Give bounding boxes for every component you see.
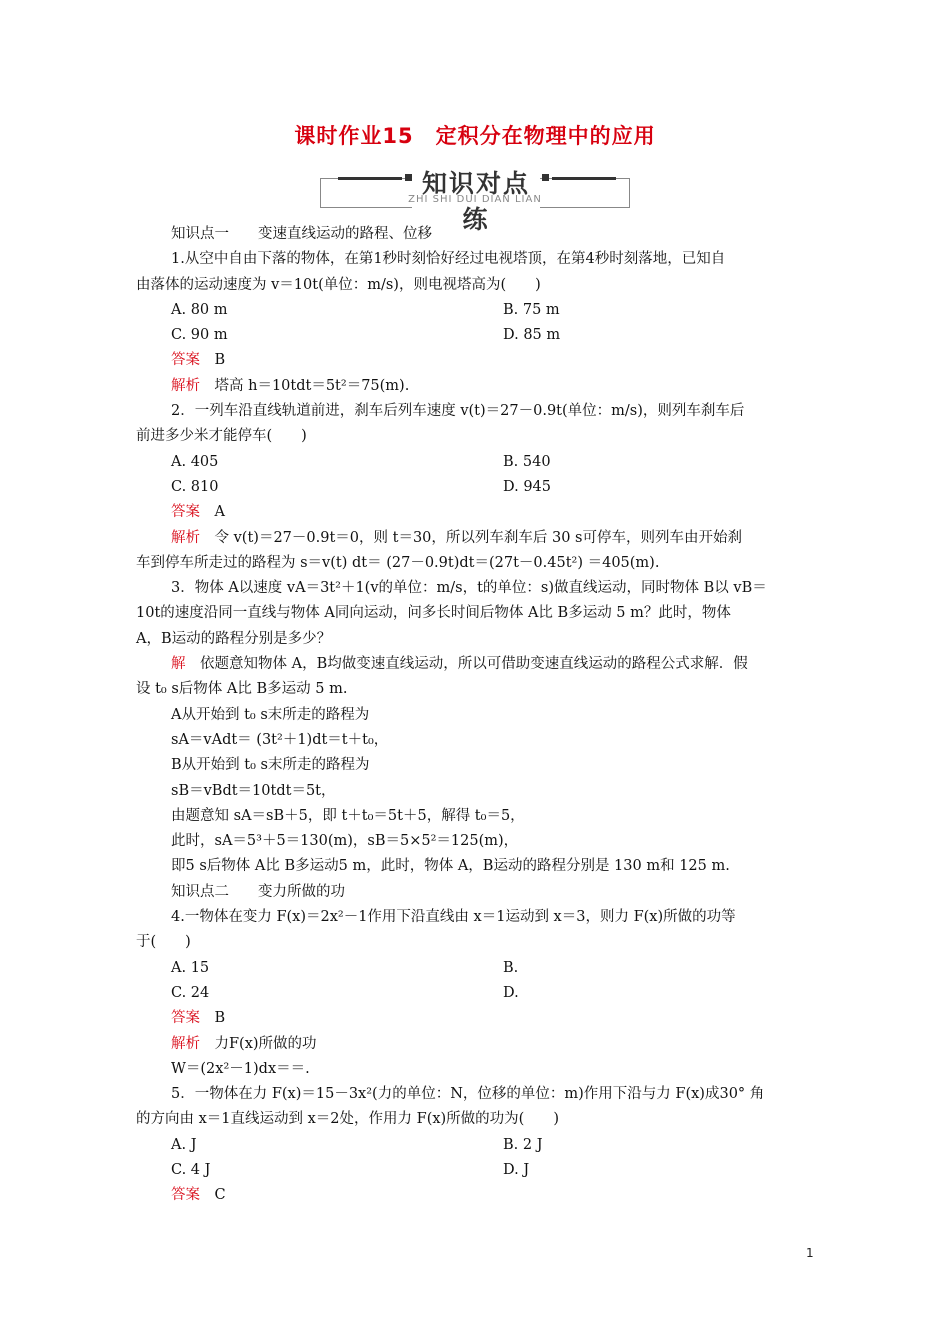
text-line: 1.从空中自由下落的物体，在第1秒时刻恰好经过电视塔顶，在第4秒时刻落地，已知自 <box>171 251 726 268</box>
text-line: sA＝vAdt＝ (3t²＋1)dt＝t＋t₀， <box>171 731 389 748</box>
text-line: 3．物体 A以速度 vA＝3t²＋1(v的单位：m/s，t的单位：s)做直线运动，同时物体 B以 vB＝ <box>171 580 767 597</box>
text-line: 由落体的运动速度为 v＝10t(单位：m/s)，则电视塔高为( ) <box>136 276 541 293</box>
option-right: B. <box>503 959 519 976</box>
answer-text: 力F(x)所做的功 <box>214 1035 317 1052</box>
answer-text: 塔高 h＝10tdt＝5t²＝75(m). <box>214 377 410 394</box>
option-row <box>136 475 816 500</box>
option-left: A. J <box>171 1136 197 1153</box>
option-right: D. J <box>503 1161 530 1178</box>
page-number: 1 <box>806 1246 814 1260</box>
answer-line <box>136 652 816 677</box>
option-left: A. 80 m <box>171 301 228 318</box>
option-row <box>136 450 816 475</box>
option-right: D. <box>503 984 519 1001</box>
text-line: A从开始到 t₀ s末所走的路程为 <box>171 706 370 723</box>
text-line: 的方向由 x＝1直线运动到 x＝2处，作用力 F(x)所做的功为( ) <box>136 1111 559 1128</box>
answer-text: A <box>214 504 225 521</box>
banner-square-right <box>542 174 549 181</box>
answer-text: B <box>214 1010 226 1027</box>
option-right: D. 945 <box>503 478 552 495</box>
page-title: 课时作业15 定积分在物理中的应用 <box>294 124 656 148</box>
option-left: C. 90 m <box>171 327 228 344</box>
option-right: B. 540 <box>503 453 551 470</box>
text-line: 10t的速度沿同一直线与物体 A同向运动，问多长时间后物体 A比 B多运动 5 m？此时，物体 <box>136 605 731 622</box>
option-row <box>136 323 816 348</box>
banner-bar-left <box>338 177 402 180</box>
answer-label: 解析 <box>171 1035 200 1052</box>
text-line: W＝(2x²－1)dx＝＝. <box>171 1060 310 1077</box>
text-line: 即5 s后物体 A比 B多运动5 m，此时，物体 A，B运动的路程分别是 130 m和 125 m. <box>171 858 730 875</box>
section-banner <box>320 164 630 234</box>
answer-label: 答案 <box>171 1187 200 1204</box>
banner-bar-right <box>552 177 616 180</box>
answer-line <box>136 1006 816 1031</box>
answer-label: 解 <box>171 656 186 673</box>
answer-text: 令 v(t)＝27－0.9t＝0，则 t＝30，所以列车刹车后 30 s可停车，则列车由开始刹 <box>214 529 742 546</box>
banner-subheading: ZHI SHI DUI DIAN LIAN <box>408 194 542 205</box>
option-left: C. 4 J <box>171 1161 211 1178</box>
option-row <box>136 298 816 323</box>
option-right: B. 2 J <box>503 1136 543 1153</box>
answer-label: 解析 <box>171 529 200 546</box>
text-line: 由题意知 sA＝sB＋5，即 t＋t₀＝5t＋5，解得 t₀＝5， <box>171 807 525 824</box>
text-line: B从开始到 t₀ s末所走的路程为 <box>171 757 370 774</box>
answer-line <box>136 526 816 551</box>
text-line: 此时，sA＝5³＋5＝130(m)，sB＝5×5²＝125(m)， <box>171 833 519 850</box>
answer-line <box>136 1032 816 1057</box>
text-line: 4.一物体在变力 F(x)＝2x²－1作用下沿直线由 x＝1运动到 x＝3，则力 F(x)所做的功等 <box>171 909 736 926</box>
answer-line <box>136 374 816 399</box>
text-line: 于( ) <box>136 934 191 951</box>
option-row <box>136 1158 816 1183</box>
answer-label: 解析 <box>171 377 200 394</box>
answer-label: 答案 <box>171 352 200 369</box>
answer-line <box>136 1183 816 1208</box>
option-left: C. 810 <box>171 478 219 495</box>
option-right: B. 75 m <box>503 301 560 318</box>
text-line: 知识点一 变速直线运动的路程、位移 <box>171 226 432 242</box>
document-body <box>136 222 816 1209</box>
text-line: 前进多少米才能停车( ) <box>136 428 307 445</box>
option-row <box>136 1133 816 1158</box>
option-left: C. 24 <box>171 984 210 1001</box>
text-line: 知识点二 变力所做的功 <box>171 883 345 900</box>
answer-text: 依题意知物体 A，B均做变速直线运动，所以可借助变速直线运动的路程公式求解．假 <box>200 656 748 673</box>
text-line: A，B运动的路程分别是多少？ <box>136 630 332 647</box>
banner-heading: 知识对点练 <box>412 164 540 236</box>
banner-square-left <box>405 174 412 181</box>
answer-text: B <box>214 352 226 369</box>
answer-label: 答案 <box>171 1010 200 1027</box>
option-left: A. 405 <box>171 453 219 470</box>
text-line: 5．一物体在力 F(x)＝15－3x²(力的单位：N，位移的单位：m)作用下沿与力 F(x)成30° 角 <box>171 1086 765 1103</box>
option-right: D. 85 m <box>503 327 561 344</box>
answer-text: C <box>214 1187 226 1204</box>
option-row <box>136 956 816 981</box>
text-line: 设 t₀ s后物体 A比 B多运动 5 m. <box>136 681 348 698</box>
answer-label: 答案 <box>171 504 200 521</box>
option-left: A. 15 <box>171 959 210 976</box>
text-line: sB＝vBdt＝10tdt＝5t， <box>171 782 336 799</box>
text-line: 2．一列车沿直线轨道前进，刹车后列车速度 v(t)＝27－0.9t(单位：m/s)，则列车刹车后 <box>171 403 745 420</box>
text-line: 车到停车所走过的路程为 s＝v(t) dt＝ (27－0.9t)dt＝(27t－0.45t²) ＝405(m). <box>136 554 660 571</box>
answer-line <box>136 500 816 525</box>
option-row <box>136 981 816 1006</box>
answer-line <box>136 348 816 373</box>
